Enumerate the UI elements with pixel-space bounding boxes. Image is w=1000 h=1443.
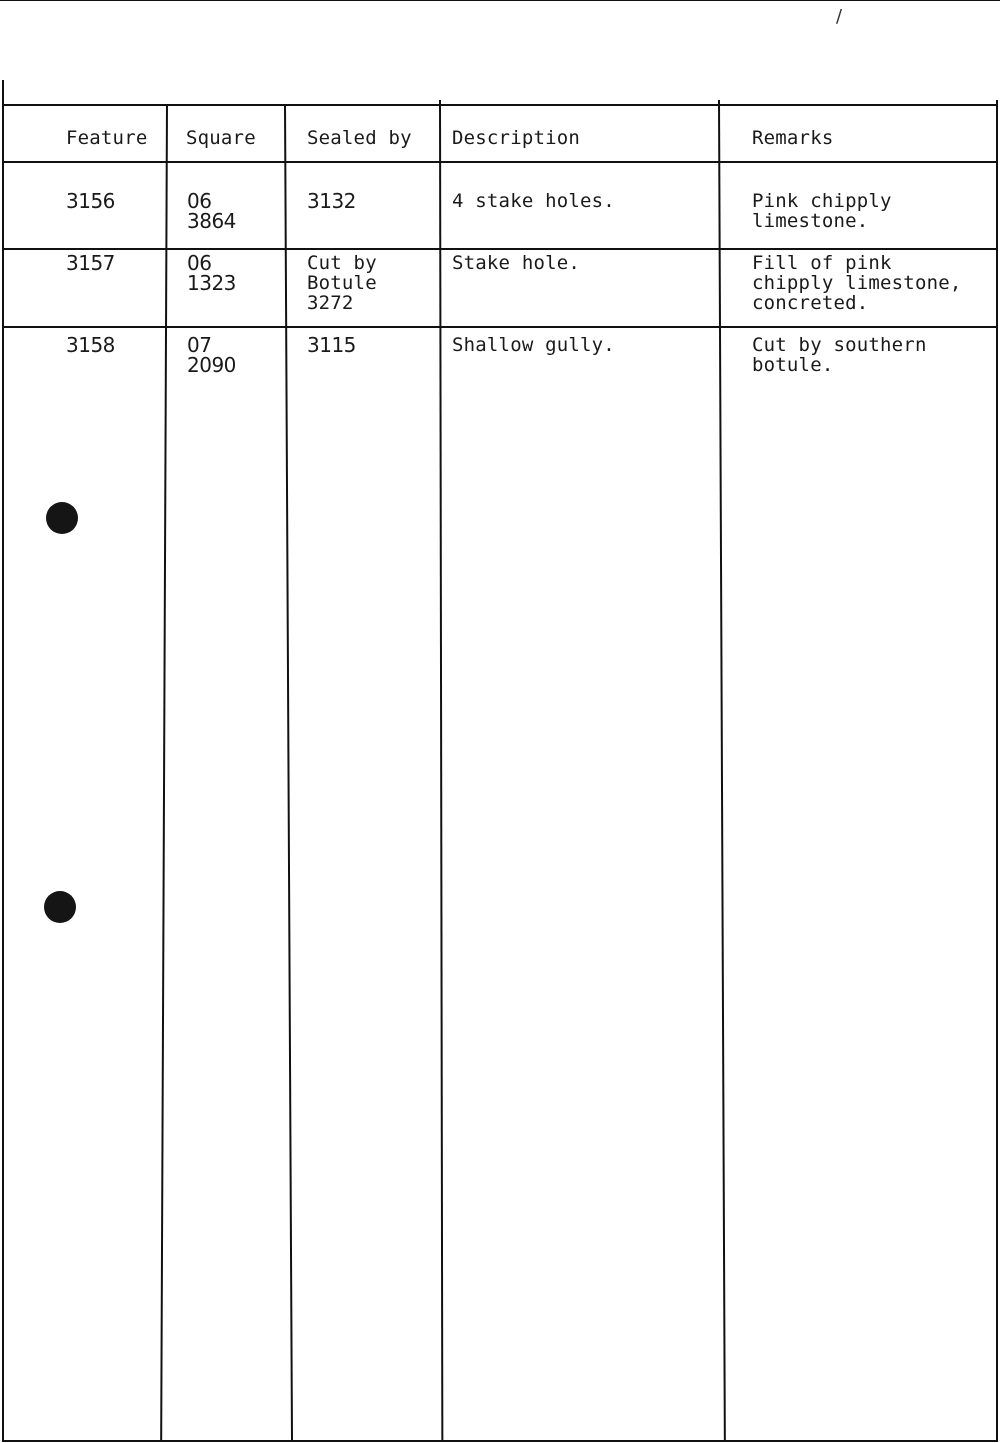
row-2-square: 06 1323 xyxy=(187,251,236,295)
column-divider-square-sealed xyxy=(284,104,293,1442)
row-1-remarks: Pink chipply limestone. xyxy=(752,190,892,232)
header-description: Description xyxy=(452,127,581,149)
row-divider-2 xyxy=(2,326,998,328)
column-divider-sealed-description xyxy=(439,100,443,1442)
row-3-remarks: Cut by southern botule. xyxy=(752,334,927,376)
bottom-rule xyxy=(2,1440,998,1442)
right-border xyxy=(996,100,998,1442)
row-1-sealed-by: 3132 xyxy=(307,189,356,213)
header-sealed-by: Sealed by xyxy=(307,127,412,149)
header-square: Square xyxy=(186,127,256,149)
row-3-feature: 3158 xyxy=(66,333,115,357)
header-bottom-rule xyxy=(2,161,998,163)
top-edge-line xyxy=(0,0,1000,1)
row-2-description: Stake hole. xyxy=(452,252,581,274)
column-divider-description-remarks xyxy=(718,100,726,1442)
row-1-description: 4 stake holes. xyxy=(452,190,615,212)
header-feature: Feature xyxy=(66,127,148,149)
row-1-square: 06 3864 xyxy=(187,189,236,233)
row-1-feature: 3156 xyxy=(66,189,115,213)
row-3-description: Shallow gully. xyxy=(452,334,615,356)
corner-pen-mark: / xyxy=(836,6,843,27)
header-remarks: Remarks xyxy=(752,127,834,149)
row-3-sealed-by: 3115 xyxy=(307,333,356,357)
punch-hole-upper xyxy=(46,502,78,534)
header-top-rule xyxy=(2,104,998,106)
column-divider-feature-square xyxy=(160,104,168,1442)
row-divider-1 xyxy=(2,248,998,250)
row-3-square: 07 2090 xyxy=(187,333,236,377)
row-2-remarks: Fill of pink chipply limestone, concreted. xyxy=(752,252,962,314)
row-2-sealed-by: Cut by Botule 3272 xyxy=(307,252,377,314)
left-border xyxy=(2,80,4,1442)
row-2-feature: 3157 xyxy=(66,251,115,275)
punch-hole-lower xyxy=(44,891,76,923)
